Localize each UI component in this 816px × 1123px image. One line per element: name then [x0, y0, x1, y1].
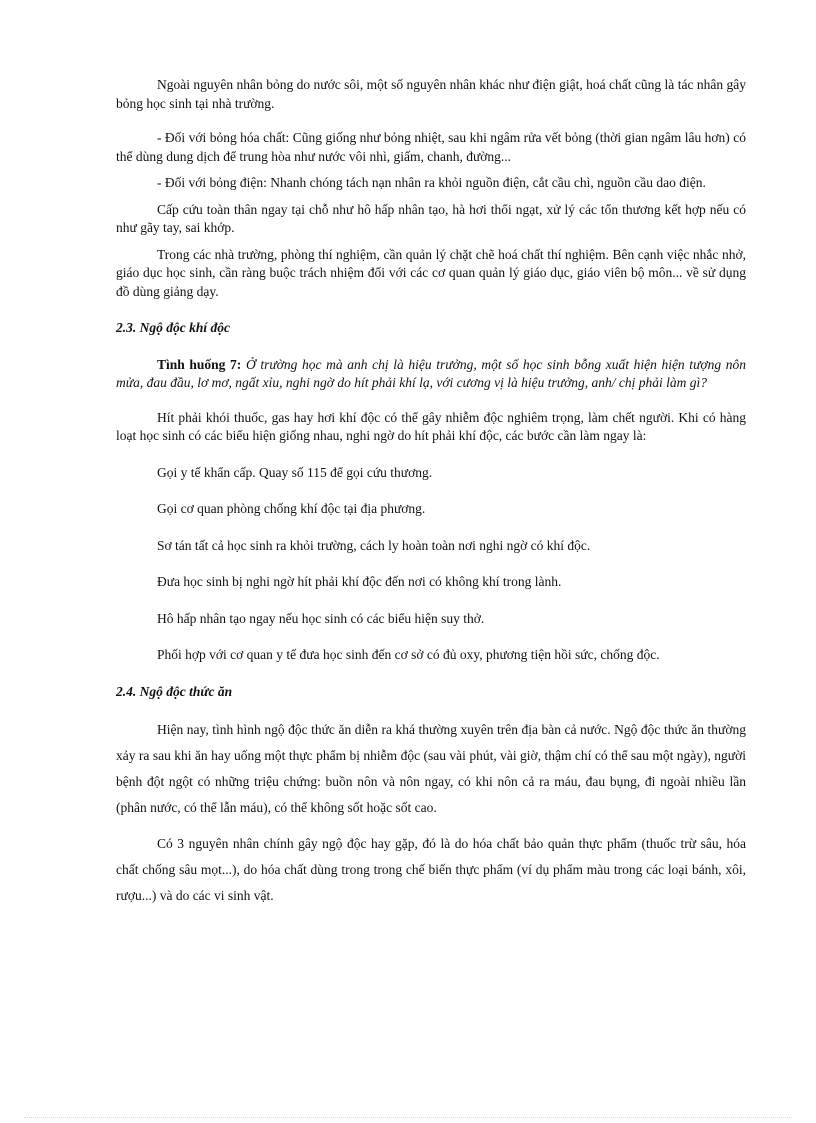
- paragraph-school-management: Trong các nhà trường, phòng thí nghiệm, cần quản lý chặt chẽ hoá chất thí nghiệm. Bên cạnh việc nhắc nhở, giáo dục học sinh, cần ràng buộc trách nhiệm đối với các cơ quan quản lý giáo dục, giáo viên bộ môn... về sử dụng đồ dùng giảng dạy.: [116, 246, 746, 299]
- page-bottom-rule: [24, 1117, 792, 1118]
- paragraph-chemical-burn: - Đối với bỏng hóa chất: Cũng giống như bỏng nhiệt, sau khi ngâm rửa vết bỏng (thời gian ngâm lâu hơn) có thể dùng dung dịch để trung hòa như nước vôi nhì, giấm, chanh, đường...: [116, 130, 746, 164]
- section-heading-2-3: 2.3. Ngộ độc khí độc: [116, 320, 230, 335]
- step-item: Gọi cơ quan phòng chống khí độc tại địa phương.: [157, 501, 426, 516]
- situation-7: [116, 356, 746, 393]
- document-page: [116, 76, 746, 909]
- paragraph-electric-burn: - Đối với bỏng điện: Nhanh chóng tách nạn nhân ra khỏi nguồn điện, cắt cầu chì, nguồn cầu dao điện.: [157, 175, 706, 190]
- paragraph-first-aid: Cấp cứu toàn thân ngay tại chỗ như hô hấp nhân tạo, hà hơi thổi ngạt, xử lý các tổn thương kết hợp nếu có như gãy tay, sai khớp.: [116, 201, 746, 235]
- situation-text: Ở trường học mà anh chị là hiệu trưởng, một số học sinh bỗng xuất hiện hiện tượng nôn mửa, đau đầu, lơ mơ, ngất xỉu, nghi ngờ do hít phải khí lạ, với cương vị là hiệu trưởng, anh/ chị phải làm gì?: [116, 356, 747, 390]
- situation-label: Tình huống 7:: [157, 356, 242, 372]
- paragraph-toxic-gas-intro: Hít phải khói thuốc, gas hay hơi khí độc có thể gây nhiễm độc nghiêm trọng, làm chết người. Khi có hàng loạt học sinh có các biểu hiện giống nhau, nghi ngờ do hít phải khí độc, các bước cần làm ngay là:: [116, 409, 746, 443]
- paragraph-burn-causes: Ngoài nguyên nhân bỏng do nước sôi, một số nguyên nhân khác như điện giật, hoá chất cũng là tác nhân gây bỏng học sinh tại nhà trường.: [116, 77, 746, 111]
- step-item: Gọi y tế khẩn cấp. Quay số 115 để gọi cứu thương.: [157, 464, 433, 480]
- step-item: Hô hấp nhân tạo ngay nếu học sinh có các biểu hiện suy thở.: [157, 610, 485, 626]
- step-item: Sơ tán tất cả học sinh ra khỏi trường, cách ly hoàn toàn nơi nghi ngờ có khí độc.: [157, 537, 591, 553]
- section-heading-2-4: 2.4. Ngộ độc thức ăn: [116, 683, 233, 699]
- paragraph-food-poisoning-causes: Có 3 nguyên nhân chính gây ngộ độc hay gặp, đó là do hóa chất bảo quản thực phẩm (thuốc trừ sâu, hóa chất chống sâu mọt...), do hóa chất dùng trong trong chế biến thực phẩm (ví dụ phẩm màu trong các loại bánh, xôi, rượu...) và do các vi sinh vật.: [116, 836, 746, 903]
- step-item: Đưa học sinh bị nghi ngờ hít phải khí độc đến nơi có không khí trong lành.: [157, 574, 562, 589]
- paragraph-food-poisoning: Hiện nay, tình hình ngộ độc thức ăn diễn ra khá thường xuyên trên địa bàn cả nước. Ngộ độc thức ăn thường xảy ra sau khi ăn hay uống một thực phẩm bị nhiễm độc (sau vài phút, vài giờ, thậm chí có thể sau một ngày), người bệnh đột ngột có những triệu chứng: buồn nôn và nôn ngay, có khi nôn cả ra máu, đau bụng, đi ngoài nhiều lần (phân nước, có thể lẫn máu), có thể không sốt hoặc sốt cao.: [116, 722, 746, 815]
- step-item: Phối hợp với cơ quan y tế đưa học sinh đến cơ sở có đủ oxy, phương tiện hồi sức, chống độc.: [157, 647, 660, 662]
